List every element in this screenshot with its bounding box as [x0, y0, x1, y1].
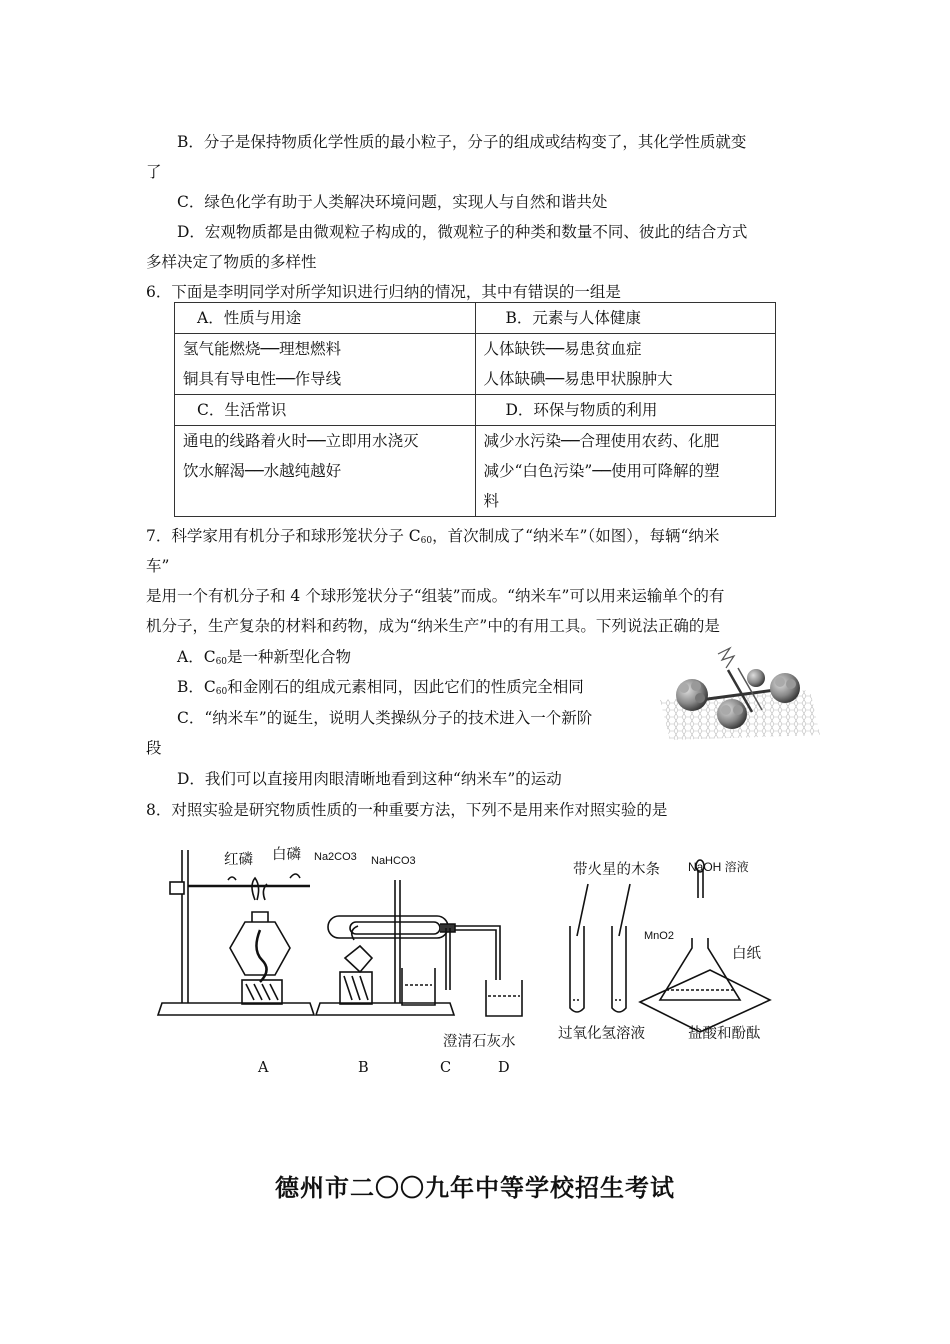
option-label-d: D: [498, 1060, 510, 1076]
label-nahco3: NaHCO3: [371, 855, 416, 867]
label-hcl-phenolphthalein: 盐酸和酚酞: [688, 1026, 761, 1042]
q6-c1: 通电的线路着火时──立即用水浇灭: [183, 432, 419, 450]
splint-right: [619, 884, 630, 936]
q6-cell-b-head: B．元素与人体健康: [475, 303, 776, 334]
alcohol-lamp-b: [345, 946, 372, 972]
q6-stem: 6．下面是李明同学对所学知识进行归纳的情况，其中有错误的一组是: [146, 283, 621, 301]
white-paper-sheet: [640, 970, 770, 1032]
q6-b2: 人体缺碘──易患甲状腺肿大: [483, 370, 673, 388]
q6-a2: 铜具有导电性──作导线: [183, 370, 342, 388]
q7-stem-line1: 7．科学家用有机分子和球形笼状分子 $C_{60}$，首次制成了“纳米车”（如图），每辆“纳米: [146, 527, 720, 546]
q8-apparatus-diagram: [150, 840, 790, 1040]
q6-c2: 饮水解渴──水越纯越好: [183, 462, 342, 480]
label-white-phosphorus: 白磷: [272, 847, 301, 863]
test-tube-left: [570, 926, 584, 1012]
test-tube-right: [612, 926, 626, 1012]
q6-a1: 氢气能燃烧──理想燃料: [183, 340, 342, 358]
label-red-phosphorus: 红磷: [224, 852, 253, 868]
label-naoh: NaOH 溶液: [688, 860, 749, 874]
q6-b1: 人体缺铁──易患贫血症: [483, 340, 642, 358]
q6-d3: 料: [483, 492, 500, 510]
alcohol-lamp-a: [230, 922, 290, 975]
q5-option-c: C．绿色化学有助于人类解决环境问题，实现人与自然和谐共处: [177, 193, 608, 211]
q6-cell-a-head: A．性质与用途: [175, 303, 476, 334]
q7-option-a: A．$C_{60}$是一种新型化合物: [177, 648, 352, 667]
q6-cell-d-body: [475, 426, 776, 517]
beaker-d: [486, 980, 522, 1016]
q7-stem-line3: 是用一个有机分子和 4 个球形笼状分子“组装”而成。“纳米车”可以用来运输单个的有: [146, 587, 725, 605]
nano-car-image: [660, 640, 820, 740]
label-limewater: 澄清石灰水: [443, 1034, 516, 1050]
q7-stem-line4: 机分子，生产复杂的材料和药物，成为“纳米生产”中的有用工具。下列说法正确的是: [146, 617, 720, 635]
q8-stem: 8．对照实验是研究物质性质的一种重要方法，下列不是用来作对照实验的是: [146, 801, 668, 819]
q7-stem-line2: 车”: [146, 557, 170, 575]
q6-d1: 减少水污染──合理使用农药、化肥: [483, 432, 720, 450]
label-na2co3: Na2CO3: [314, 851, 357, 863]
option-label-b: B: [358, 1060, 369, 1076]
label-mno2: MnO2: [644, 930, 674, 942]
q7-option-b: B．$C_{60}$和金刚石的组成元素相同，因此它们的性质完全相同: [177, 678, 584, 697]
q6-cell-b-body: [475, 334, 776, 395]
dropper: [698, 870, 703, 898]
q6-cell-d-head: D．环保与物质的利用: [475, 395, 776, 426]
q7-option-c-line1: C．“纳米车”的诞生，说明人类操纵分子的技术进入一个新阶: [177, 709, 593, 727]
lamp-block-a: [242, 980, 282, 1004]
q6-cell-c-head: C．生活常识: [175, 395, 476, 426]
splint-left: [577, 884, 588, 936]
beaker-c: [402, 968, 435, 1005]
q7-option-c-line2: 段: [146, 739, 162, 757]
exam-title: 德州市二〇〇九年中等学校招生考试: [275, 1174, 675, 1202]
option-label-a: A: [258, 1060, 269, 1076]
q5-option-b-line1: B．分子是保持物质化学性质的最小粒子，分子的组成或结构变了，其化学性质就变: [177, 133, 747, 151]
q5-option-d-line1: D．宏观物质都是由微观粒子构成的，微观粒子的种类和数量不同、彼此的结合方式: [177, 223, 748, 241]
q5-option-d-line2: 多样决定了物质的多样性: [146, 253, 317, 271]
option-label-c: C: [440, 1060, 452, 1076]
stand-base-a: [158, 1003, 314, 1015]
q6-cell-a-body: [175, 334, 476, 395]
label-hydrogen-peroxide: 过氧化氢溶液: [558, 1026, 645, 1042]
q6-d2: 减少“白色污染”──使用可降解的塑: [483, 462, 720, 480]
label-glowing-splint: 带火星的木条: [573, 862, 660, 878]
label-white-paper: 白纸: [732, 946, 761, 962]
q6-cell-c-body: [175, 426, 476, 517]
q6-table: [174, 302, 776, 517]
q5-option-b-line2: 了: [146, 163, 162, 181]
q7-option-d: D．我们可以直接用肉眼清晰地看到这种“纳米车”的运动: [177, 770, 562, 788]
